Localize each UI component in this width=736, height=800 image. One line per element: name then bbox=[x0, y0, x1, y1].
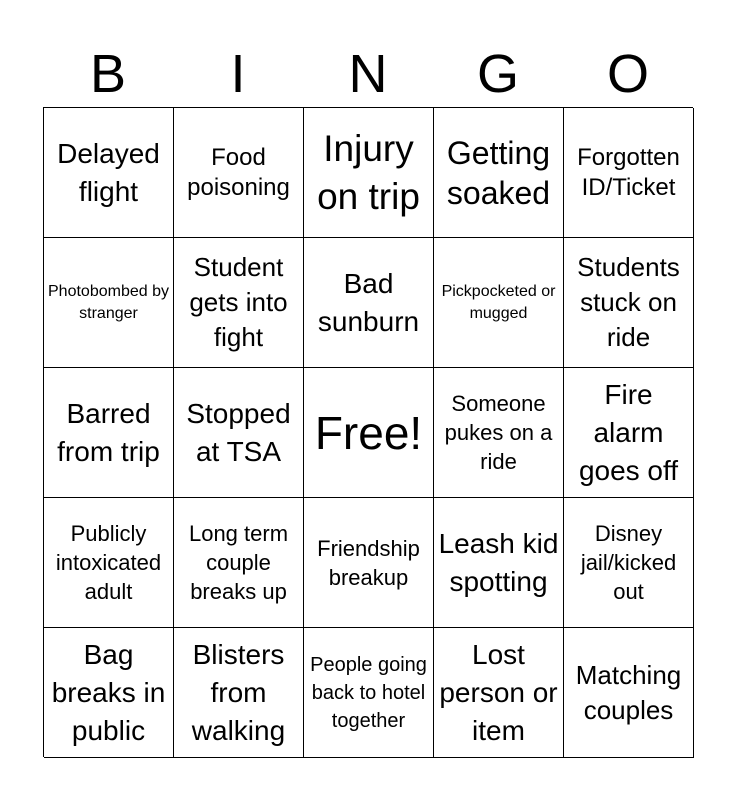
cell-text: Friendship breakup bbox=[317, 535, 420, 590]
cell-text: Students stuck on ride bbox=[577, 252, 680, 352]
bingo-cell[interactable] bbox=[564, 628, 694, 758]
cell-text: Long term couple breaks up bbox=[188, 521, 289, 604]
header-letter-i: I bbox=[230, 44, 246, 104]
bingo-cell[interactable] bbox=[434, 498, 564, 628]
bingo-cell[interactable] bbox=[434, 368, 564, 498]
cell-text: Bad sunburn bbox=[317, 267, 420, 337]
cell-text: Publicly intoxicated adult bbox=[55, 521, 162, 604]
bingo-cell[interactable] bbox=[44, 238, 174, 368]
cell-text: Pickpocketed or mugged bbox=[441, 282, 556, 322]
bingo-cell[interactable] bbox=[44, 628, 174, 758]
bingo-cell[interactable] bbox=[174, 238, 304, 368]
bingo-cell[interactable] bbox=[564, 498, 694, 628]
cell-text: Getting soaked bbox=[446, 134, 551, 211]
cell-text: People going back to hotel together bbox=[310, 653, 427, 732]
cell-text: Someone pukes on a ride bbox=[444, 391, 553, 474]
header-letter-b: B bbox=[89, 44, 127, 104]
free-space-text: Free! bbox=[314, 406, 423, 459]
bingo-cell[interactable] bbox=[564, 108, 694, 238]
header-letter-n: N bbox=[348, 44, 388, 104]
bingo-cell[interactable] bbox=[304, 238, 434, 368]
bingo-header bbox=[43, 40, 693, 108]
bingo-cell[interactable] bbox=[564, 238, 694, 368]
cell-text: Matching couples bbox=[575, 659, 682, 725]
cell-text: Blisters from walking bbox=[191, 638, 286, 746]
free-space-cell[interactable] bbox=[304, 368, 434, 498]
bingo-cell[interactable] bbox=[44, 368, 174, 498]
bingo-cell[interactable] bbox=[174, 498, 304, 628]
bingo-cell[interactable] bbox=[44, 498, 174, 628]
cell-text: Bag breaks in public bbox=[51, 638, 166, 746]
cell-text: Photobombed by stranger bbox=[48, 282, 169, 322]
bingo-cell[interactable] bbox=[174, 368, 304, 498]
cell-text: Stopped at TSA bbox=[186, 397, 291, 467]
bingo-board bbox=[43, 107, 693, 757]
cell-text: Lost person or item bbox=[439, 638, 558, 746]
bingo-cell[interactable] bbox=[434, 108, 564, 238]
cell-text: Injury on trip bbox=[317, 127, 420, 217]
bingo-cell[interactable] bbox=[174, 108, 304, 238]
bingo-cell[interactable] bbox=[564, 368, 694, 498]
bingo-cell[interactable] bbox=[44, 108, 174, 238]
cell-text: Leash kid spotting bbox=[438, 527, 559, 597]
cell-text: Food poisoning bbox=[187, 143, 290, 201]
cell-text: Student gets into fight bbox=[189, 252, 288, 352]
bingo-cell[interactable] bbox=[304, 628, 434, 758]
bingo-cell[interactable] bbox=[174, 628, 304, 758]
header-letter-g: G bbox=[476, 44, 519, 104]
bingo-cell[interactable] bbox=[434, 238, 564, 368]
cell-text: Fire alarm goes off bbox=[578, 378, 679, 486]
cell-text: Disney jail/kicked out bbox=[580, 521, 677, 604]
bingo-cell[interactable] bbox=[304, 498, 434, 628]
cell-text: Delayed flight bbox=[57, 137, 160, 207]
header-letter-o: O bbox=[606, 44, 649, 104]
bingo-cell[interactable] bbox=[304, 108, 434, 238]
bingo-cell[interactable] bbox=[434, 628, 564, 758]
cell-text: Forgotten ID/Ticket bbox=[577, 143, 680, 201]
cell-text: Barred from trip bbox=[57, 397, 160, 467]
